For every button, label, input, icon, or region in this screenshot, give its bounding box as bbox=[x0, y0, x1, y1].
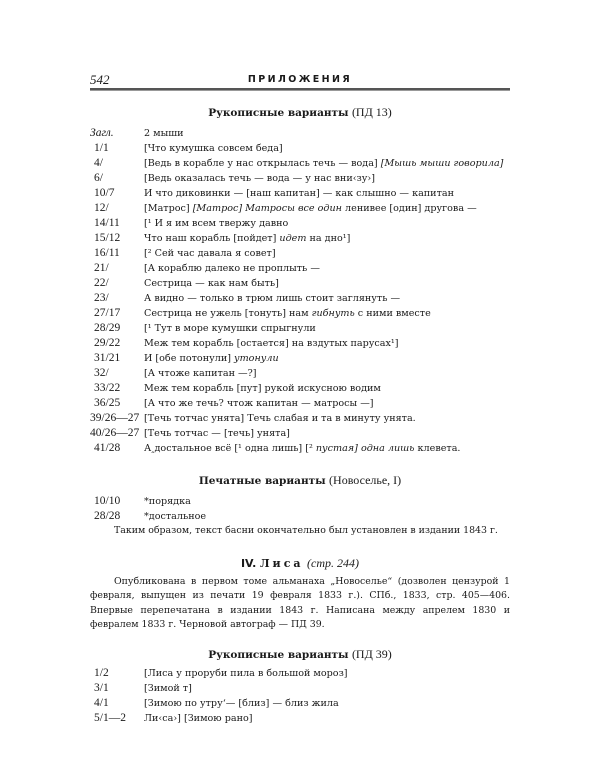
variant-row bbox=[90, 246, 510, 261]
variant-text bbox=[144, 351, 510, 366]
section-title-printed bbox=[90, 473, 510, 488]
variant-row bbox=[90, 186, 510, 201]
variant-text-roman: Меж тем корабль [остается] на вздутых парусах¹] bbox=[144, 338, 399, 349]
variant-text bbox=[144, 306, 510, 321]
variant-row bbox=[90, 426, 510, 441]
variant-text-roman: Сестрица не ужель [тонуть] нам bbox=[144, 308, 312, 319]
variant-row bbox=[90, 276, 510, 291]
page-number: 542 bbox=[90, 72, 110, 87]
variant-text-roman: [Лиса у проруби пила в большой мороз] bbox=[144, 667, 348, 679]
section-title-bold: Рукописные варианты bbox=[208, 648, 349, 661]
variants-list-manuscript-39 bbox=[90, 666, 510, 726]
line-reference: 29/22 bbox=[94, 337, 121, 349]
variant-text-tail: клевета. bbox=[414, 443, 461, 454]
variant-text bbox=[144, 666, 510, 681]
line-reference: 10/10 bbox=[94, 495, 121, 507]
variant-text bbox=[144, 246, 510, 261]
line-reference: 33/22 bbox=[94, 382, 121, 394]
running-header bbox=[90, 70, 510, 88]
line-reference: 28/29 bbox=[94, 322, 121, 334]
section-title-manuscript-13 bbox=[90, 105, 510, 120]
variant-text bbox=[144, 681, 510, 696]
variant-text-italic: утонули bbox=[234, 353, 279, 364]
variant-text bbox=[144, 426, 510, 441]
variant-text bbox=[144, 381, 510, 396]
variant-row bbox=[90, 141, 510, 156]
variant-row bbox=[90, 336, 510, 351]
variant-row bbox=[90, 261, 510, 276]
variant-row bbox=[90, 351, 510, 366]
line-reference: 36/25 bbox=[94, 397, 121, 409]
line-reference: 39/26—27 bbox=[90, 412, 140, 424]
variant-text-roman: [Матрос] bbox=[144, 203, 193, 214]
variant-text-roman: [¹ И я им всем твержу давно bbox=[144, 218, 289, 229]
variant-text-tail: ленивее [один] другова — bbox=[342, 203, 477, 214]
line-reference: 22/ bbox=[94, 277, 109, 289]
variant-text bbox=[144, 366, 510, 381]
variant-text bbox=[144, 276, 510, 291]
variant-text-italic: пустая] одна лишь bbox=[315, 443, 415, 454]
line-reference: 32/ bbox=[94, 367, 109, 379]
variant-text bbox=[144, 231, 510, 246]
variant-text-roman: 2 мыши bbox=[144, 128, 184, 139]
variant-text bbox=[144, 336, 510, 351]
variant-row bbox=[90, 396, 510, 411]
line-reference: 10/7 bbox=[94, 187, 115, 199]
variant-text-roman: [А что же течь? чтож капитан — матросы —] bbox=[144, 398, 374, 409]
variant-text-roman: *достальное bbox=[144, 511, 207, 522]
variant-text-italic: гибнуть bbox=[311, 308, 355, 319]
variant-text-roman: [Ведь оказалась течь — вода — у нас вни‹зу›] bbox=[144, 173, 376, 184]
variant-text bbox=[144, 171, 510, 186]
line-reference: 1/1 bbox=[94, 142, 109, 154]
variant-text-italic: идет bbox=[279, 233, 307, 244]
variant-row bbox=[90, 126, 510, 141]
line-reference: 28/28 bbox=[94, 510, 121, 522]
variant-row bbox=[90, 156, 510, 171]
variant-text-roman: Сестрица — как нам быть] bbox=[144, 278, 279, 289]
variant-text-tail: на дно¹] bbox=[306, 233, 351, 244]
variant-text bbox=[144, 201, 510, 216]
section-title-bold: Рукописные варианты bbox=[208, 107, 349, 119]
section-title-source: (ПД 13) bbox=[351, 105, 392, 119]
variant-text bbox=[144, 261, 510, 276]
variant-text bbox=[144, 216, 510, 231]
variant-text-roman: *порядка bbox=[144, 496, 191, 507]
variant-text-roman: [Ведь в корабле у нас открылась течь — вода] bbox=[144, 158, 378, 169]
fable-title: Лиса bbox=[259, 556, 304, 570]
variant-text-roman: И [обе потонули] bbox=[144, 353, 235, 364]
fable-page-ref: (стр. 244) bbox=[307, 555, 360, 570]
line-reference: 3/1 bbox=[94, 681, 109, 694]
section-title-manuscript-39 bbox=[90, 647, 510, 662]
variants-list-manuscript-13 bbox=[90, 126, 510, 456]
line-reference: 21/ bbox=[94, 262, 109, 274]
variant-text-roman: [¹ Тут в море кумушки спрыгнули bbox=[144, 323, 316, 334]
fable-number: IV. bbox=[240, 556, 257, 570]
variant-text-roman: А‸достальное всё [¹ одна лишь] [² bbox=[144, 443, 316, 454]
variant-row bbox=[90, 411, 510, 426]
document-page bbox=[90, 70, 510, 726]
variant-text-roman: [Зимой т] bbox=[144, 682, 192, 694]
header-rule bbox=[90, 88, 510, 91]
variant-row bbox=[90, 666, 510, 681]
conclusion-paragraph: Таким образом, текст басни окончательно был установлен в издании 1843 г. bbox=[114, 525, 498, 536]
publication-paragraph: Опубликована в первом томе альманаха „Новоселье“ (дозволен цензурой 1 февраля, выпущен из печати 19 февраля 1833 г.). СПб., 1833, стр. 405—406. Впервые перепечатана в издании 1843 г. Написана между апрелем 1830 и февралем 1833 г. Черновой автограф — ПД 39. bbox=[90, 575, 510, 630]
section-title-bold: Печатные варианты bbox=[198, 475, 326, 487]
variant-text bbox=[144, 411, 510, 426]
variant-text-roman: Ли‹са›] [Зимою рано] bbox=[144, 712, 253, 724]
line-reference: 41/28 bbox=[94, 442, 121, 454]
variant-text-tail: с ними вместе bbox=[354, 308, 431, 319]
line-reference: 12/ bbox=[94, 202, 109, 214]
variant-row bbox=[90, 681, 510, 696]
fable-heading bbox=[90, 556, 510, 571]
variant-row bbox=[90, 291, 510, 306]
variant-text bbox=[144, 126, 510, 141]
variant-row bbox=[90, 201, 510, 216]
variant-row bbox=[90, 696, 510, 711]
variant-text bbox=[144, 321, 510, 336]
section-title-source: (ПД 39) bbox=[351, 646, 392, 661]
line-reference: 27/17 bbox=[94, 307, 121, 319]
variant-text bbox=[144, 509, 510, 524]
variant-text bbox=[144, 441, 510, 456]
line-reference: 16/11 bbox=[94, 247, 120, 259]
line-reference: 40/26—27 bbox=[90, 427, 140, 439]
variant-row bbox=[90, 216, 510, 231]
line-reference: 15/12 bbox=[94, 232, 121, 244]
line-reference: 23/ bbox=[94, 292, 109, 304]
variant-text bbox=[144, 186, 510, 201]
variant-row bbox=[90, 231, 510, 246]
variant-text bbox=[144, 156, 510, 171]
variant-text-roman: [Течь тотчас унята] Течь слабая и та в минуту унята. bbox=[144, 413, 416, 424]
section-title-source: (Новоселье, I) bbox=[329, 473, 402, 487]
variant-row bbox=[90, 381, 510, 396]
line-reference: 6/ bbox=[94, 172, 103, 184]
variant-text bbox=[144, 291, 510, 306]
variant-text bbox=[144, 696, 510, 711]
variant-row bbox=[90, 306, 510, 321]
line-reference: 1/2 bbox=[94, 666, 109, 679]
variant-row bbox=[90, 711, 510, 726]
variant-text-roman: [² Сей час давала я совет] bbox=[144, 248, 276, 259]
variant-text-roman: [Что кумушка совсем беда] bbox=[144, 143, 283, 154]
variant-row bbox=[90, 171, 510, 186]
line-reference: 5/1—2 bbox=[94, 711, 126, 724]
variant-text-roman: А видно — только в трюм лишь стоит заглянуть — bbox=[144, 293, 401, 304]
variant-text-roman: [Течь тотчас — [течь] унята] bbox=[144, 428, 290, 439]
variant-text-roman: Что наш корабль [пойдет] bbox=[144, 233, 280, 244]
line-reference: 4/1 bbox=[94, 696, 109, 709]
variant-text-italic: [Мышь мыши говорила] bbox=[377, 158, 504, 169]
variant-text bbox=[144, 494, 510, 509]
variant-row bbox=[90, 366, 510, 381]
variant-text-roman: И что диковинки — [наш капитан] — как слышно — капитан bbox=[144, 188, 454, 199]
variant-row bbox=[90, 494, 510, 509]
variants-list-printed bbox=[90, 494, 510, 524]
variant-row bbox=[90, 321, 510, 336]
variant-text bbox=[144, 141, 510, 156]
variant-row bbox=[90, 441, 510, 456]
variant-text-roman: [А чтоже капитан —?] bbox=[144, 368, 257, 379]
variant-text bbox=[144, 711, 510, 726]
variant-text-roman: [Зимою по утру‘— [близ] — близ жила bbox=[144, 697, 339, 709]
line-reference: 4/ bbox=[94, 157, 103, 169]
variant-text bbox=[144, 396, 510, 411]
line-reference: 14/11 bbox=[94, 217, 120, 229]
variant-row bbox=[90, 509, 510, 524]
variant-text-roman: [А кораблю далеко не проплыть — bbox=[144, 263, 320, 274]
variant-text-roman: Меж тем корабль [пут] рукой искусною водим bbox=[144, 383, 381, 394]
variant-text-italic: [Матрос] Матросы все один bbox=[192, 203, 342, 214]
line-reference: 31/21 bbox=[94, 352, 121, 364]
line-reference: Загл. bbox=[90, 127, 114, 139]
running-title: ПРИЛОЖЕНИЯ bbox=[247, 74, 353, 85]
